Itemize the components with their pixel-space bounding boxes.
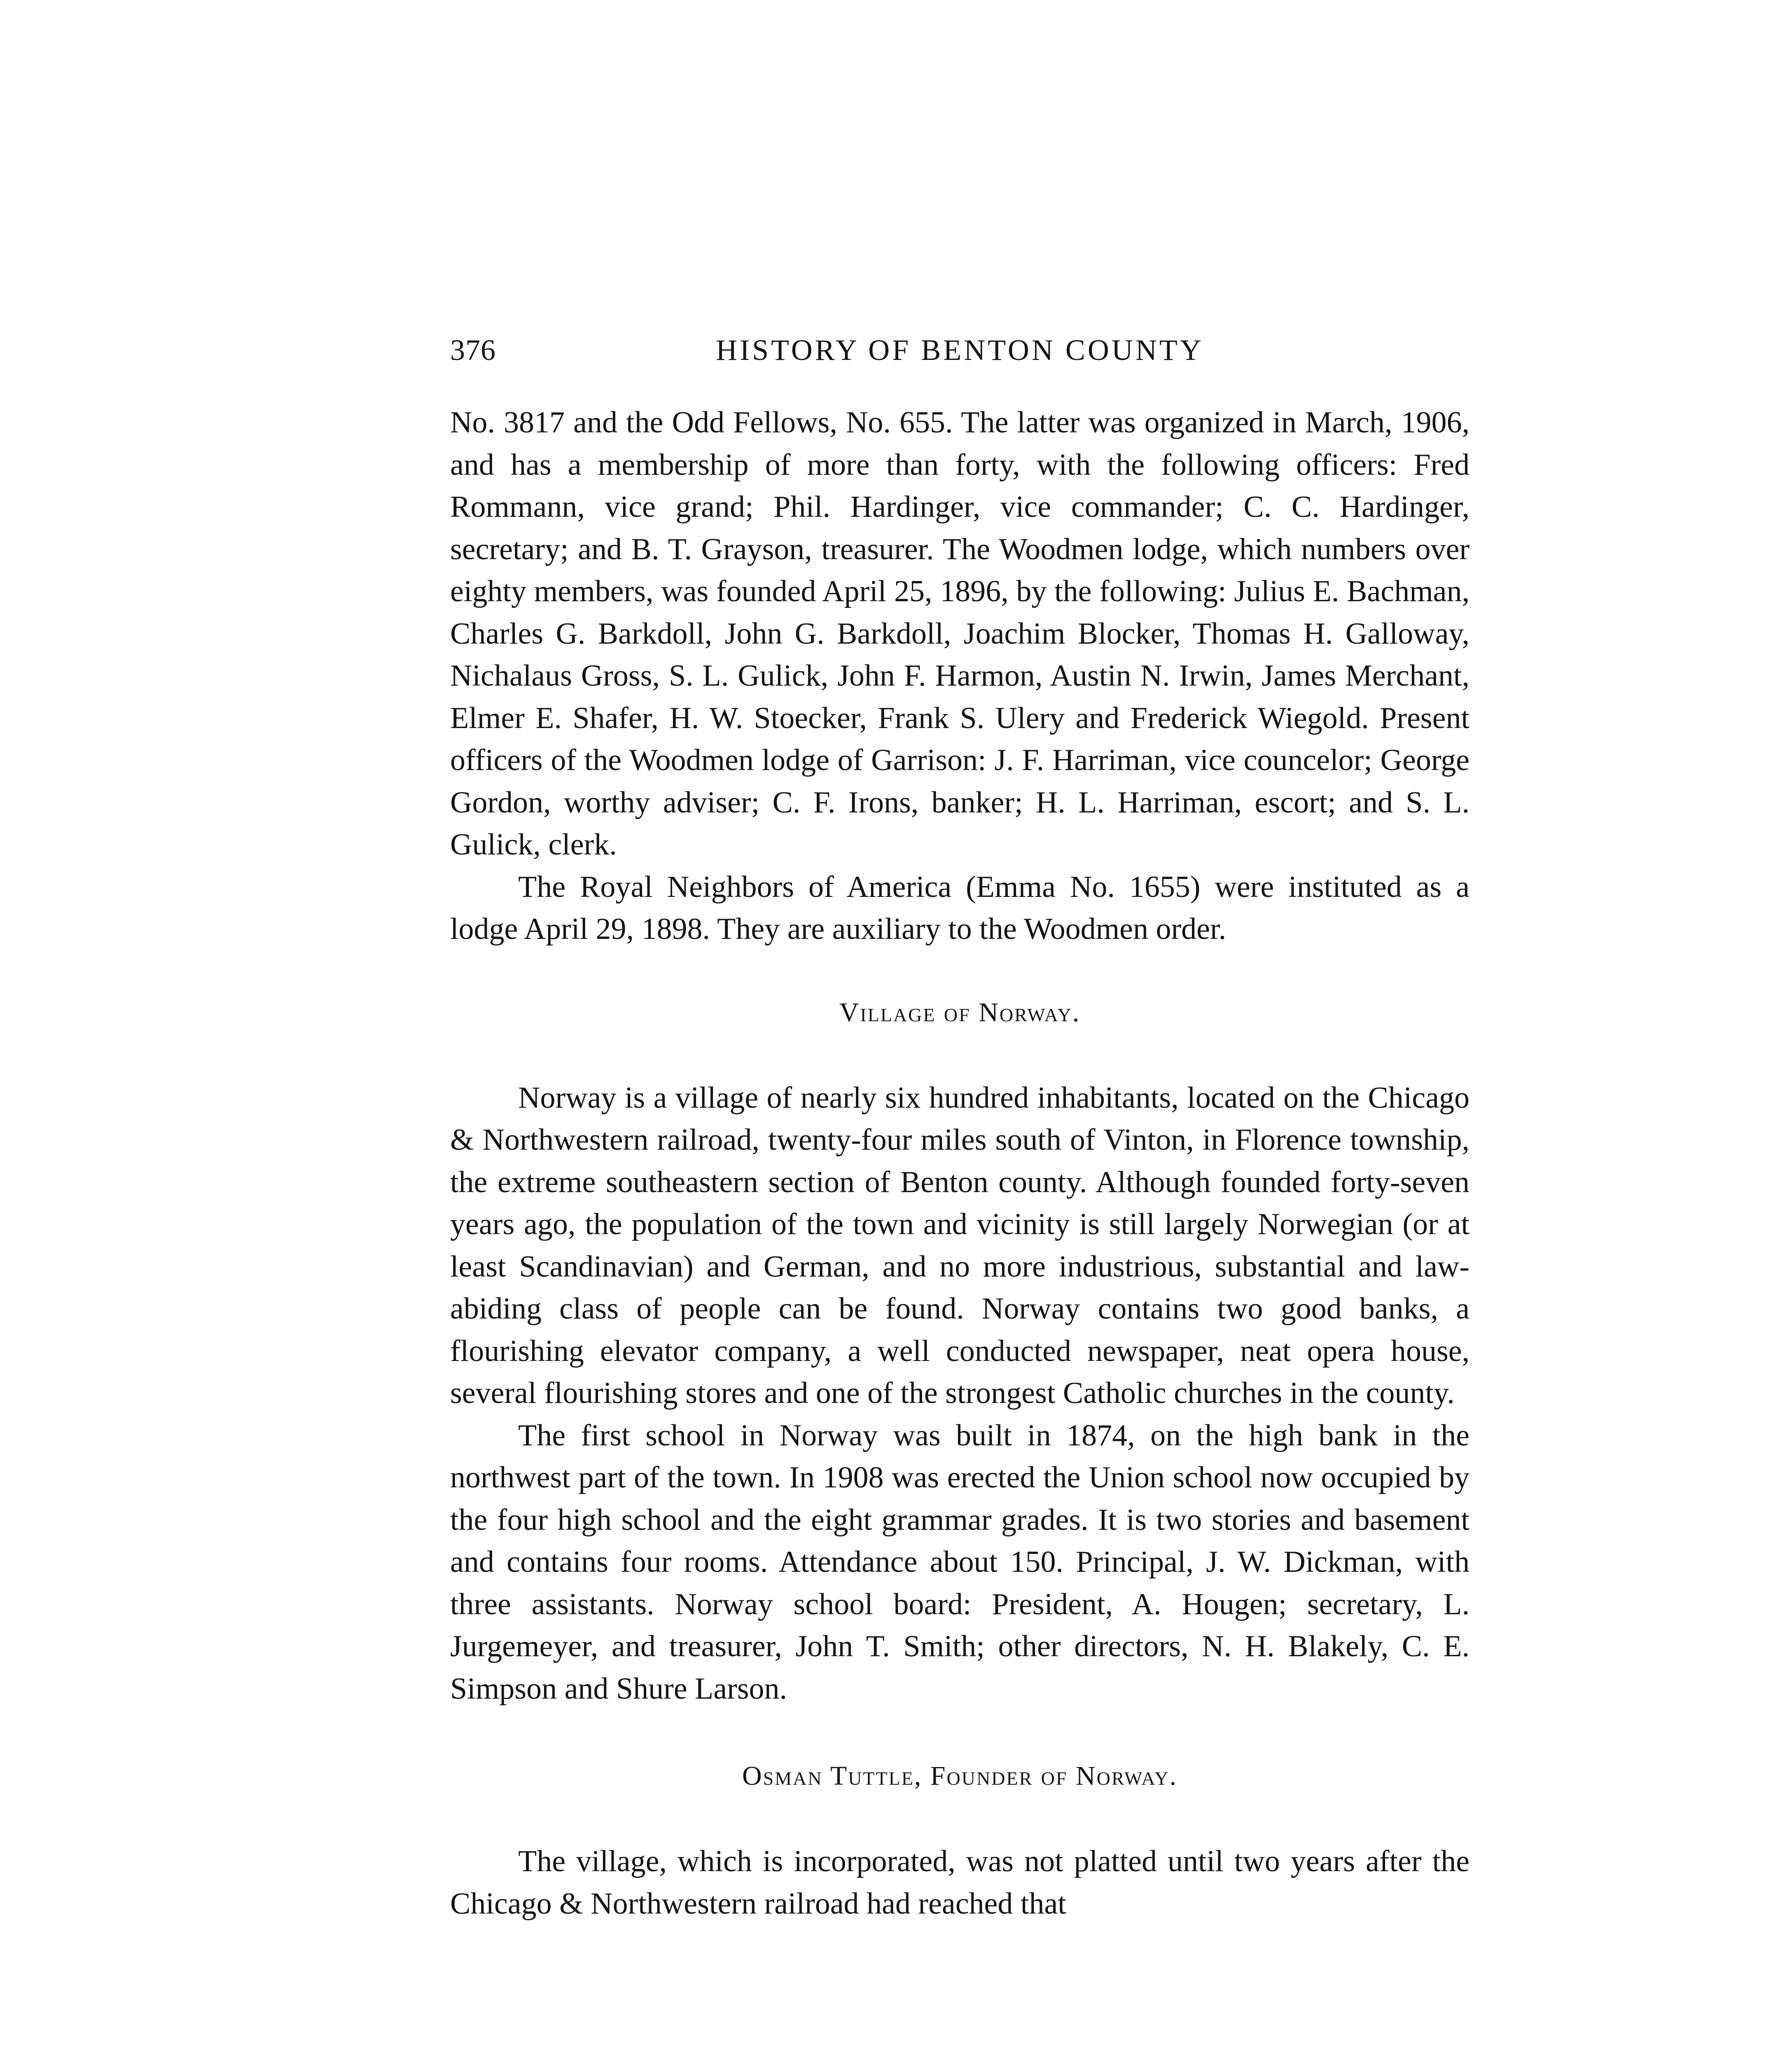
paragraph-tuttle-intro: The village, which is incorporated, was not platted until two years after the Chicago & Northwestern railroad had reached that	[450, 1844, 1470, 1921]
paragraph-norway-school: The first school in Norway was built in 1874, on the high bank in the northwest part of the town. In 1908 was erected the Union school now occupied by the four high school and the eight grammar grades. It is two stories and basement and contains four rooms. Attendance about 150. Principal, J. W. Dickman, with three assistants. Norway school board: President, A. Hougen; secretary, L. Jurgemeyer, and treasurer, John T. Smith; other directors, N. H. Blakely, C. E. Simpson and Shure Larson.	[450, 1418, 1470, 1706]
section-heading-village-of-norway: Village of Norway.	[839, 997, 1081, 1027]
running-title: HISTORY OF BENTON COUNTY	[716, 334, 1204, 367]
page-number: 376	[450, 334, 496, 367]
paragraph-royal-neighbors: The Royal Neighbors of America (Emma No. 1655) were instituted as a lodge April 29, 1898. They are auxiliary to the Woodmen order.	[450, 870, 1470, 946]
section-heading-osman-tuttle: Osman Tuttle, Founder of Norway.	[742, 1761, 1178, 1791]
running-head	[450, 327, 1470, 373]
paragraph-lodges-continued: No. 3817 and the Odd Fellows, No. 655. The latter was organized in March, 1906, and has a membership of more than forty, with the following officers: Fred Rommann, vice grand; Phil. Hardinger, vice commander; C. C. Hardinger, secretary; and B. T. Grayson, treasurer. The Woodmen lodge, which numbers over eighty members, was founded April 25, 1896, by the following: Julius E. Bachman, Charles G. Barkdoll, John G. Barkdoll, Joachim Blocker, Thomas H. Galloway, Nichalaus Gross, S. L. Gulick, John F. Harmon, Austin N. Irwin, James Merchant, Elmer E. Shafer, H. W. Stoecker, Frank S. Ulery and Frederick Wiegold. Present officers of the Woodmen lodge of Garrison: J. F. Harriman, vice councelor; George Gordon, worthy adviser; C. F. Irons, banker; H. L. Harriman, escort; and S. L. Gulick, clerk.	[450, 406, 1470, 861]
paragraph-norway-intro: Norway is a village of nearly six hundred inhabitants, located on the Chicago & Northwestern railroad, twenty-four miles south of Vinton, in Florence township, the extreme southeastern section of Benton county. Although founded forty-seven years ago, the population of the town and vicinity is still largely Norwegian (or at least Scandinavian) and German, and no more industrious, substantial and law-abiding class of people can be found. Norway contains two good banks, a flourishing elevator company, a well conducted newspaper, neat opera house, several flourishing stores and one of the strongest Catholic churches in the county.	[450, 1081, 1470, 1410]
book-page	[450, 327, 1470, 1925]
